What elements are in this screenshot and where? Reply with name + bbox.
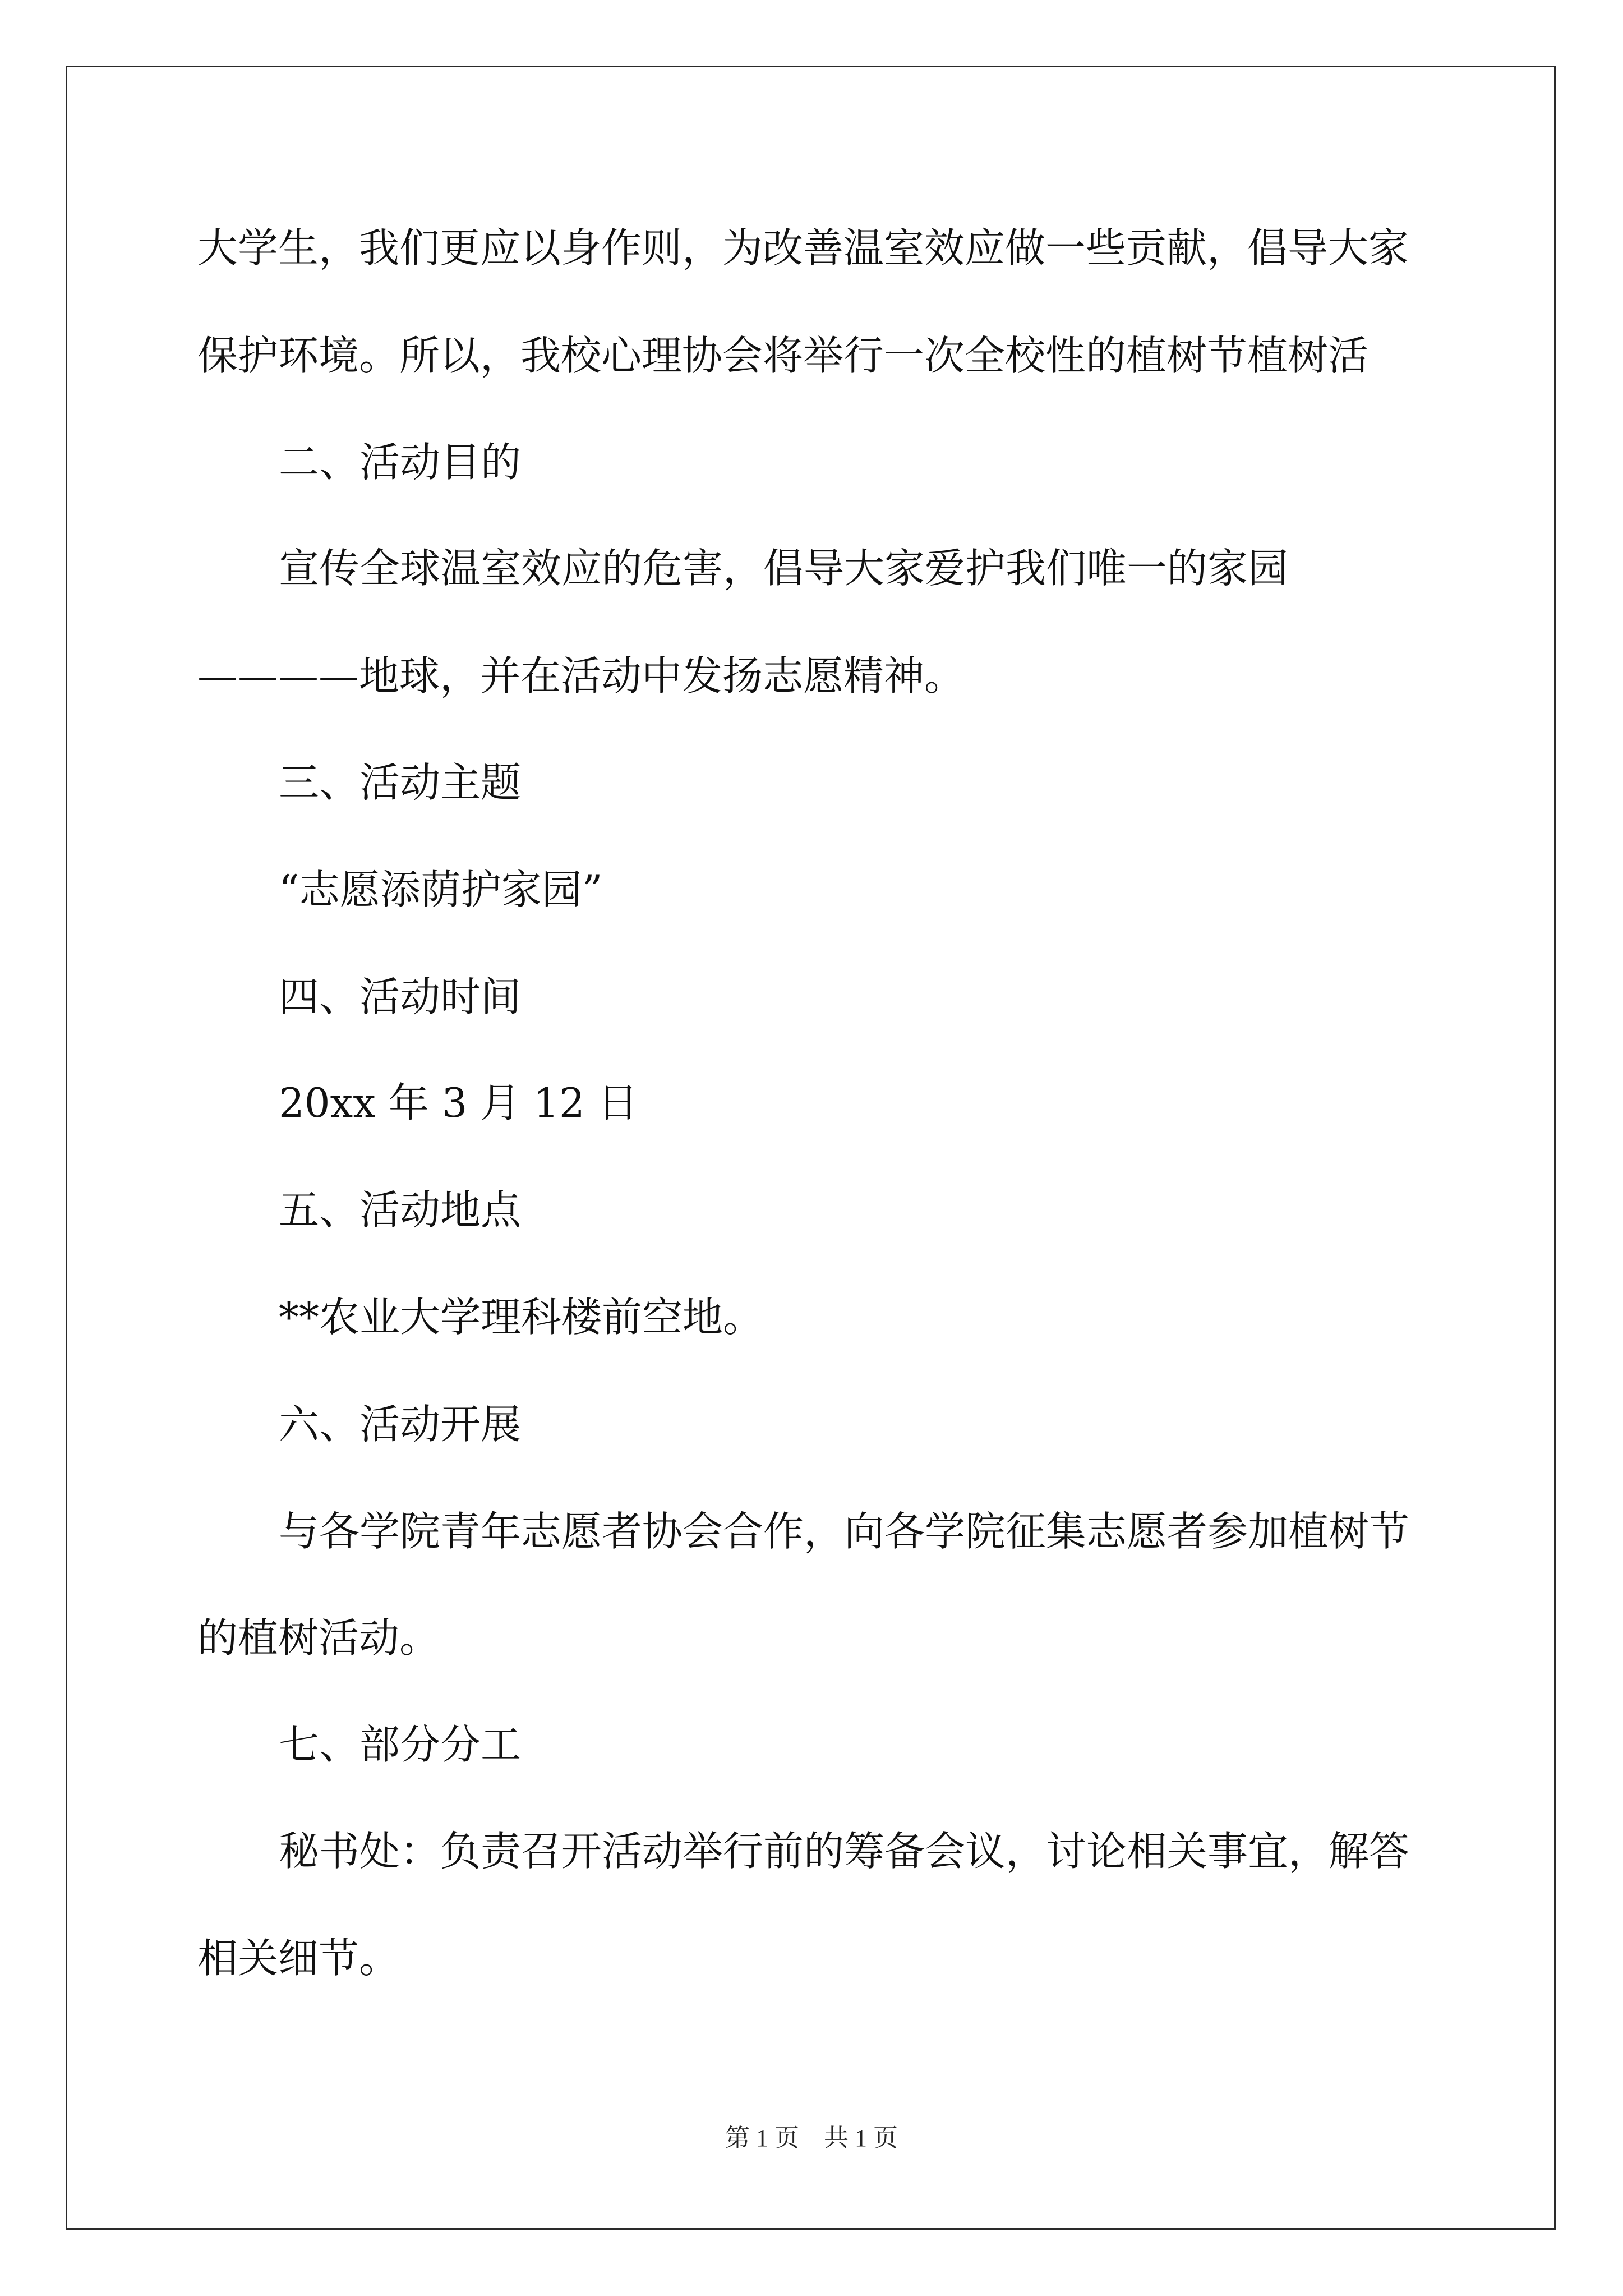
body-line: 大学生，我们更应以身作则，为改善温室效应做一些贡献，倡导大家	[197, 224, 1409, 272]
page-border	[66, 66, 1556, 2230]
body-line: 保护环境。所以，我校心理协会将举行一次全校性的植树节植树活	[197, 332, 1369, 379]
body-line: 相关细节。	[197, 1935, 400, 1982]
section-heading-theme: 三、活动主题	[279, 759, 522, 806]
body-line: ————地球，并在活动中发扬志愿精神。	[197, 652, 965, 700]
section-heading-division: 七、部分分工	[279, 1721, 522, 1768]
section-heading-purpose: 二、活动目的	[279, 439, 522, 486]
activity-location: **农业大学理科楼前空地。	[279, 1294, 764, 1341]
section-heading-conduct: 六、活动开展	[279, 1401, 522, 1448]
section-heading-time: 四、活动时间	[279, 973, 522, 1020]
body-line: 的植树活动。	[197, 1614, 440, 1662]
body-line: 与各学院青年志愿者协会合作，向各学院征集志愿者参加植树节	[279, 1508, 1410, 1555]
body-line: 宣传全球温室效应的危害，倡导大家爱护我们唯一的家园	[279, 545, 1289, 592]
activity-date: 20xx 年 3 月 12 日	[279, 1079, 638, 1126]
body-line: 秘书处：负责召开活动举行前的筹备会议，讨论相关事宜，解答	[279, 1828, 1410, 1875]
section-heading-location: 五、活动地点	[279, 1186, 522, 1234]
theme-slogan: “志愿添荫护家园”	[279, 866, 603, 913]
page-number-footer: 第 1 页 共 1 页	[725, 2124, 898, 2152]
